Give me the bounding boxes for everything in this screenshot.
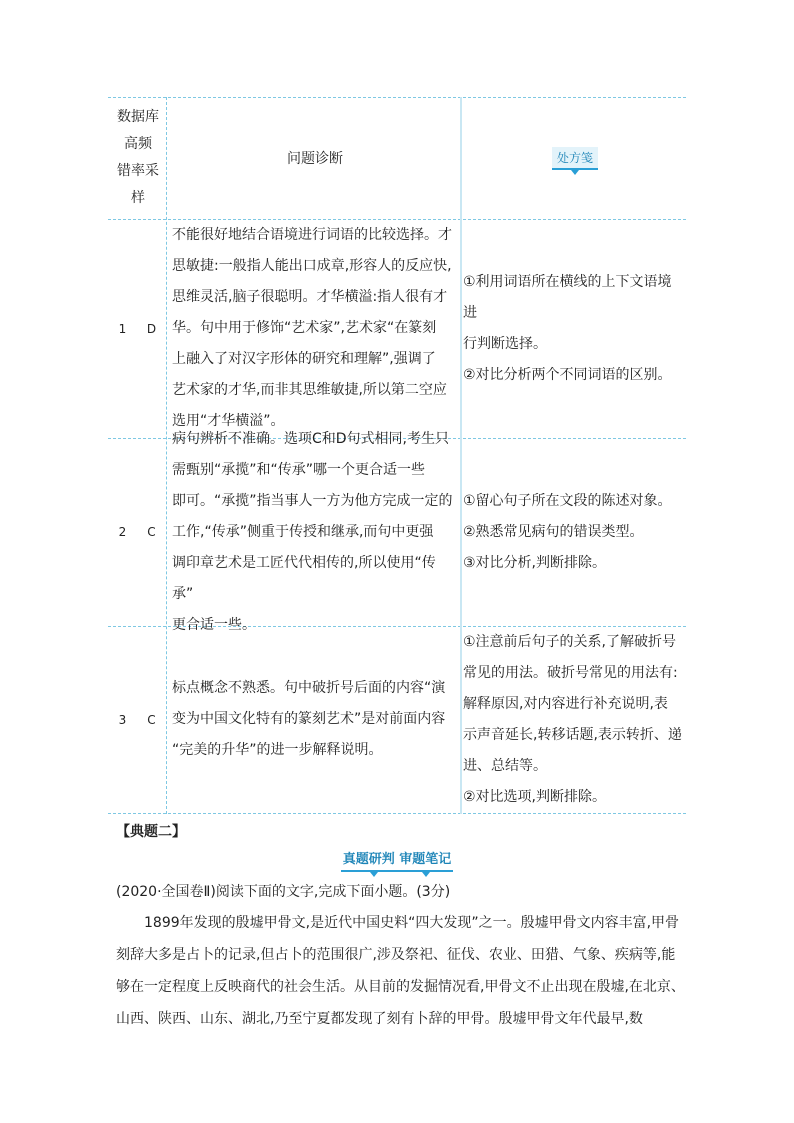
row-diagnosis: 标点概念不熟悉。句中破折号后面的内容“演 变为中国文化特有的篆刻艺术”是对前面内容 “完美的升华”的进一步解释说明。 [172, 680, 446, 758]
section-title [341, 848, 454, 872]
table-border-bottom [108, 813, 686, 814]
row-answer: D [146, 321, 157, 336]
question-source: (2020·全国卷Ⅱ)阅读下面的文字,完成下面小题。(3分) [116, 884, 451, 900]
title-pointer-icon [370, 872, 378, 877]
section-title-banner [0, 848, 794, 872]
diagnosis-table [108, 97, 686, 814]
row-number: 3 [118, 712, 127, 727]
header-problem-diagnosis [168, 97, 462, 219]
reading-paragraph: 1899年发现的殷墟甲骨文,是近代中国史料“四大发现”之一。殷墟甲骨文内容丰富,甲骨刻辞大多是占卜的记录,但占卜的范围很广,涉及祭祀、征伐、农业、田猎、气象、疾病等,能够在一定程度上反映商代的社会生活。从目前的发掘情况看,甲骨文不止出现在殷墟,在北京、山西、陕西、山东、湖北,乃至宁夏都发现了刻有卜辞的甲骨。殷墟甲骨文年代最早,数 [116, 915, 685, 1027]
table-column-divider [166, 97, 167, 814]
row-diagnosis: 病句辨析不准确。选项C和D句式相同,考生只 需甄别“承揽”和“传承”哪一个更合适一些 即可。“承揽”指当事人一方为他方完成一定的 工作,“传承”侧重于传授和继承,而句中更强 调印章艺术是工匠代代相传的,所以使用“传承” 更合适一些。 [172, 430, 453, 633]
badge-label: 处方笺 [556, 150, 593, 165]
row-prescription: ①注意前后句子的关系,了解破折号 常见的用法。破折号常见的用法有: 解释原因,对内容进行补充说明,表 示声音延长,转移话题,表示转折、递 进、总结等。 ②对比选项,判断排除。 [463, 633, 682, 805]
row-prescription: ①利用词语所在横线的上下文语境进 行判断选择。 ②对比分析两个不同词语的区别。 [463, 273, 672, 383]
header-prescription [464, 97, 686, 219]
row-answer: C [147, 712, 156, 727]
header-database-sample [110, 97, 166, 219]
section-title-text: 真题研判 审题笔记 [342, 852, 452, 867]
header-line: 高频 [124, 136, 152, 152]
row-number: 2 [118, 525, 127, 539]
row-prescription: ①留心句子所在文段的陈述对象。 ②熟悉常见病句的错误类型。 ③对比分析,判断排除。 [463, 492, 672, 571]
title-pointer-icon [422, 872, 430, 877]
prescription-badge [552, 147, 598, 170]
header-line: 错率采 [117, 163, 159, 179]
header-label: 问题诊断 [287, 151, 343, 167]
badge-pointer-icon [571, 170, 579, 175]
header-line: 数据库 [117, 109, 159, 125]
row-answer: C [147, 525, 156, 539]
header-line: 样 [131, 190, 145, 206]
row-diagnosis: 不能很好地结合语境进行词语的比较选择。才 思敏捷:一般指人能出口成章,形容人的反应快, 思维灵活,脑子很聪明。才华横溢:指人很有才 华。句中用于修饰“艺术家”,艺术家“在篆刻 上融入了对汉字形体的研究和理解”,强调了 艺术家的才华,而非其思维敏捷,所以第二空应 选用“才华横溢”。 [172, 227, 452, 429]
section-label: 【典题二】 [116, 824, 186, 840]
row-number: 1 [118, 321, 127, 336]
